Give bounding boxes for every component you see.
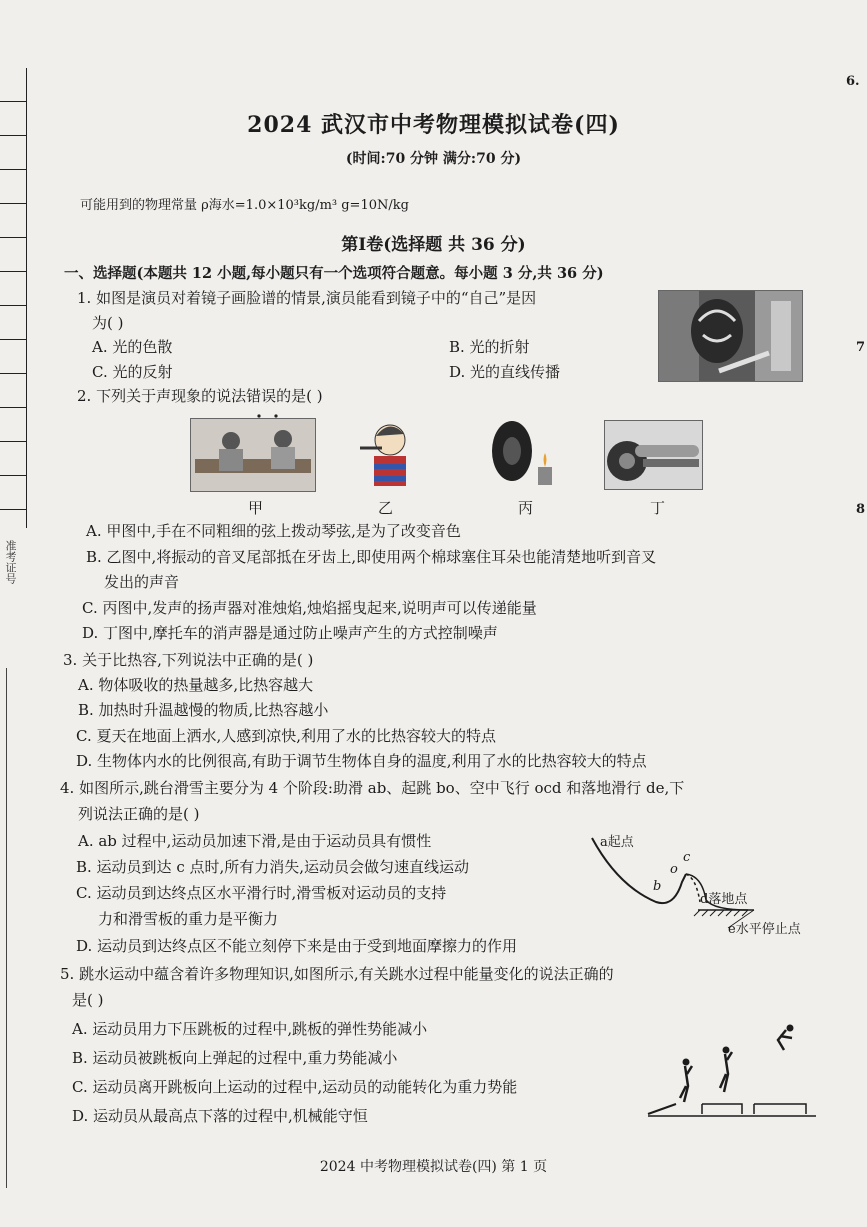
q2-figure-bing	[486, 415, 560, 491]
q5-stem-2: 是( )	[72, 991, 104, 1009]
q2-stem: 2. 下列关于声现象的说法错误的是( )	[77, 387, 323, 405]
q4-label-o: o	[670, 862, 678, 877]
q5-option-a: A. 运动员用力下压跳板的过程中,跳板的弹性势能减小	[72, 1020, 428, 1038]
q5-option-b: B. 运动员被跳板向上弹起的过程中,重力势能减小	[72, 1049, 398, 1067]
constants-line: 可能用到的物理常量 ρ海水=1.0×10³kg/m³ g=10N/kg	[80, 198, 409, 213]
q1-option-c: C. 光的反射	[92, 363, 173, 381]
q2-label-jia: 甲	[248, 499, 264, 517]
q2-figure-jia	[190, 418, 316, 492]
q4-option-d: D. 运动员到达终点区不能立刻停下来是由于受到地面摩擦力的作用	[76, 937, 518, 955]
q4-label-d: d落地点	[700, 892, 748, 907]
q4-label-c: c	[683, 850, 691, 865]
page-title: 2024 武汉市中考物理模拟试卷(四)	[247, 112, 620, 138]
q4-label-a: a起点	[600, 835, 634, 850]
section-instruction: 一、选择题(本题共 12 小题,每小题只有一个选项符合题意。每小题 3 分,共 36 分)	[64, 265, 604, 282]
exam-number-label: 准考证号	[4, 540, 17, 584]
q2-option-b: B. 乙图中,将振动的音叉尾部抵在牙齿上,即使用两个棉球塞住耳朵也能清楚地听到音叉	[86, 548, 657, 566]
q4-label-b: b	[653, 879, 662, 894]
page-footer: 2024 中考物理模拟试卷(四) 第 1 页	[319, 1159, 548, 1175]
q2-figure-yi	[356, 414, 420, 490]
q4-label-e: e水平停止点	[728, 922, 801, 937]
q2-option-b-cont: 发出的声音	[104, 573, 180, 591]
q2-option-a: A. 甲图中,手在不同粗细的弦上拨动琴弦,是为了改变音色	[86, 522, 461, 540]
next-page-q8: 8	[856, 502, 866, 517]
q2-label-yi: 乙	[378, 499, 394, 517]
q3-stem: 3. 关于比热容,下列说法中正确的是( )	[63, 651, 314, 669]
q1-option-d: D. 光的直线传播	[449, 363, 561, 381]
q1-mirror-photo	[658, 290, 803, 382]
q3-option-d: D. 生物体内水的比例很高,有助于调节生物体自身的温度,利用了水的比热容较大的特点	[76, 752, 647, 770]
q5-stem-1: 5. 跳水运动中蕴含着许多物理知识,如图所示,有关跳水过程中能量变化的说法正确的	[60, 965, 614, 983]
q4-stem-2: 列说法正确的是( )	[78, 805, 200, 823]
q4-stem-1: 4. 如图所示,跳台滑雪主要分为 4 个阶段:助滑 ab、起跳 bo、空中飞行 ocd 和落地滑行 de,下	[60, 779, 685, 797]
q1-option-b: B. 光的折射	[449, 338, 530, 356]
q4-option-b: B. 运动员到达 c 点时,所有力消失,运动员会做匀速直线运动	[76, 858, 470, 876]
q2-label-ding: 丁	[650, 499, 666, 517]
next-page-q6: 6.	[846, 74, 860, 89]
q1-stem-1: 1. 如图是演员对着镜子画脸谱的情景,演员能看到镜子中的“自己”是因	[77, 289, 537, 307]
q2-option-c: C. 丙图中,发声的扬声器对准烛焰,烛焰摇曳起来,说明声可以传递能量	[82, 599, 537, 617]
q3-option-c: C. 夏天在地面上洒水,人感到凉快,利用了水的比热容较大的特点	[76, 727, 497, 745]
section-title: 第Ⅰ卷(选择题 共 36 分)	[341, 235, 526, 255]
q4-option-a: A. ab 过程中,运动员加速下滑,是由于运动员具有惯性	[78, 832, 432, 850]
q2-figure-ding	[604, 420, 703, 490]
q2-option-d: D. 丁图中,摩托车的消声器是通过防止噪声产生的方式控制噪声	[82, 624, 498, 642]
next-page-q7: 7	[856, 340, 866, 355]
q5-option-c: C. 运动员离开跳板向上运动的过程中,运动员的动能转化为重力势能	[72, 1078, 518, 1096]
margin-line	[6, 668, 7, 1188]
emphasis-dots	[254, 404, 284, 410]
q4-option-c-cont: 力和滑雪板的重力是平衡力	[98, 910, 279, 928]
q5-diving-diagram	[646, 1018, 818, 1122]
exam-time: (时间:70 分钟 满分:70 分)	[345, 151, 522, 167]
q3-option-a: A. 物体吸收的热量越多,比热容越大	[78, 676, 314, 694]
q5-option-d: D. 运动员从最高点下落的过程中,机械能守恒	[72, 1107, 368, 1125]
q1-stem-2: 为( )	[92, 314, 124, 332]
q4-option-c: C. 运动员到达终点区水平滑行时,滑雪板对运动员的支持	[76, 884, 447, 902]
q2-label-bing: 丙	[518, 499, 534, 517]
q3-option-b: B. 加热时升温越慢的物质,比热容越小	[78, 701, 329, 719]
q1-option-a: A. 光的色散	[92, 338, 173, 356]
